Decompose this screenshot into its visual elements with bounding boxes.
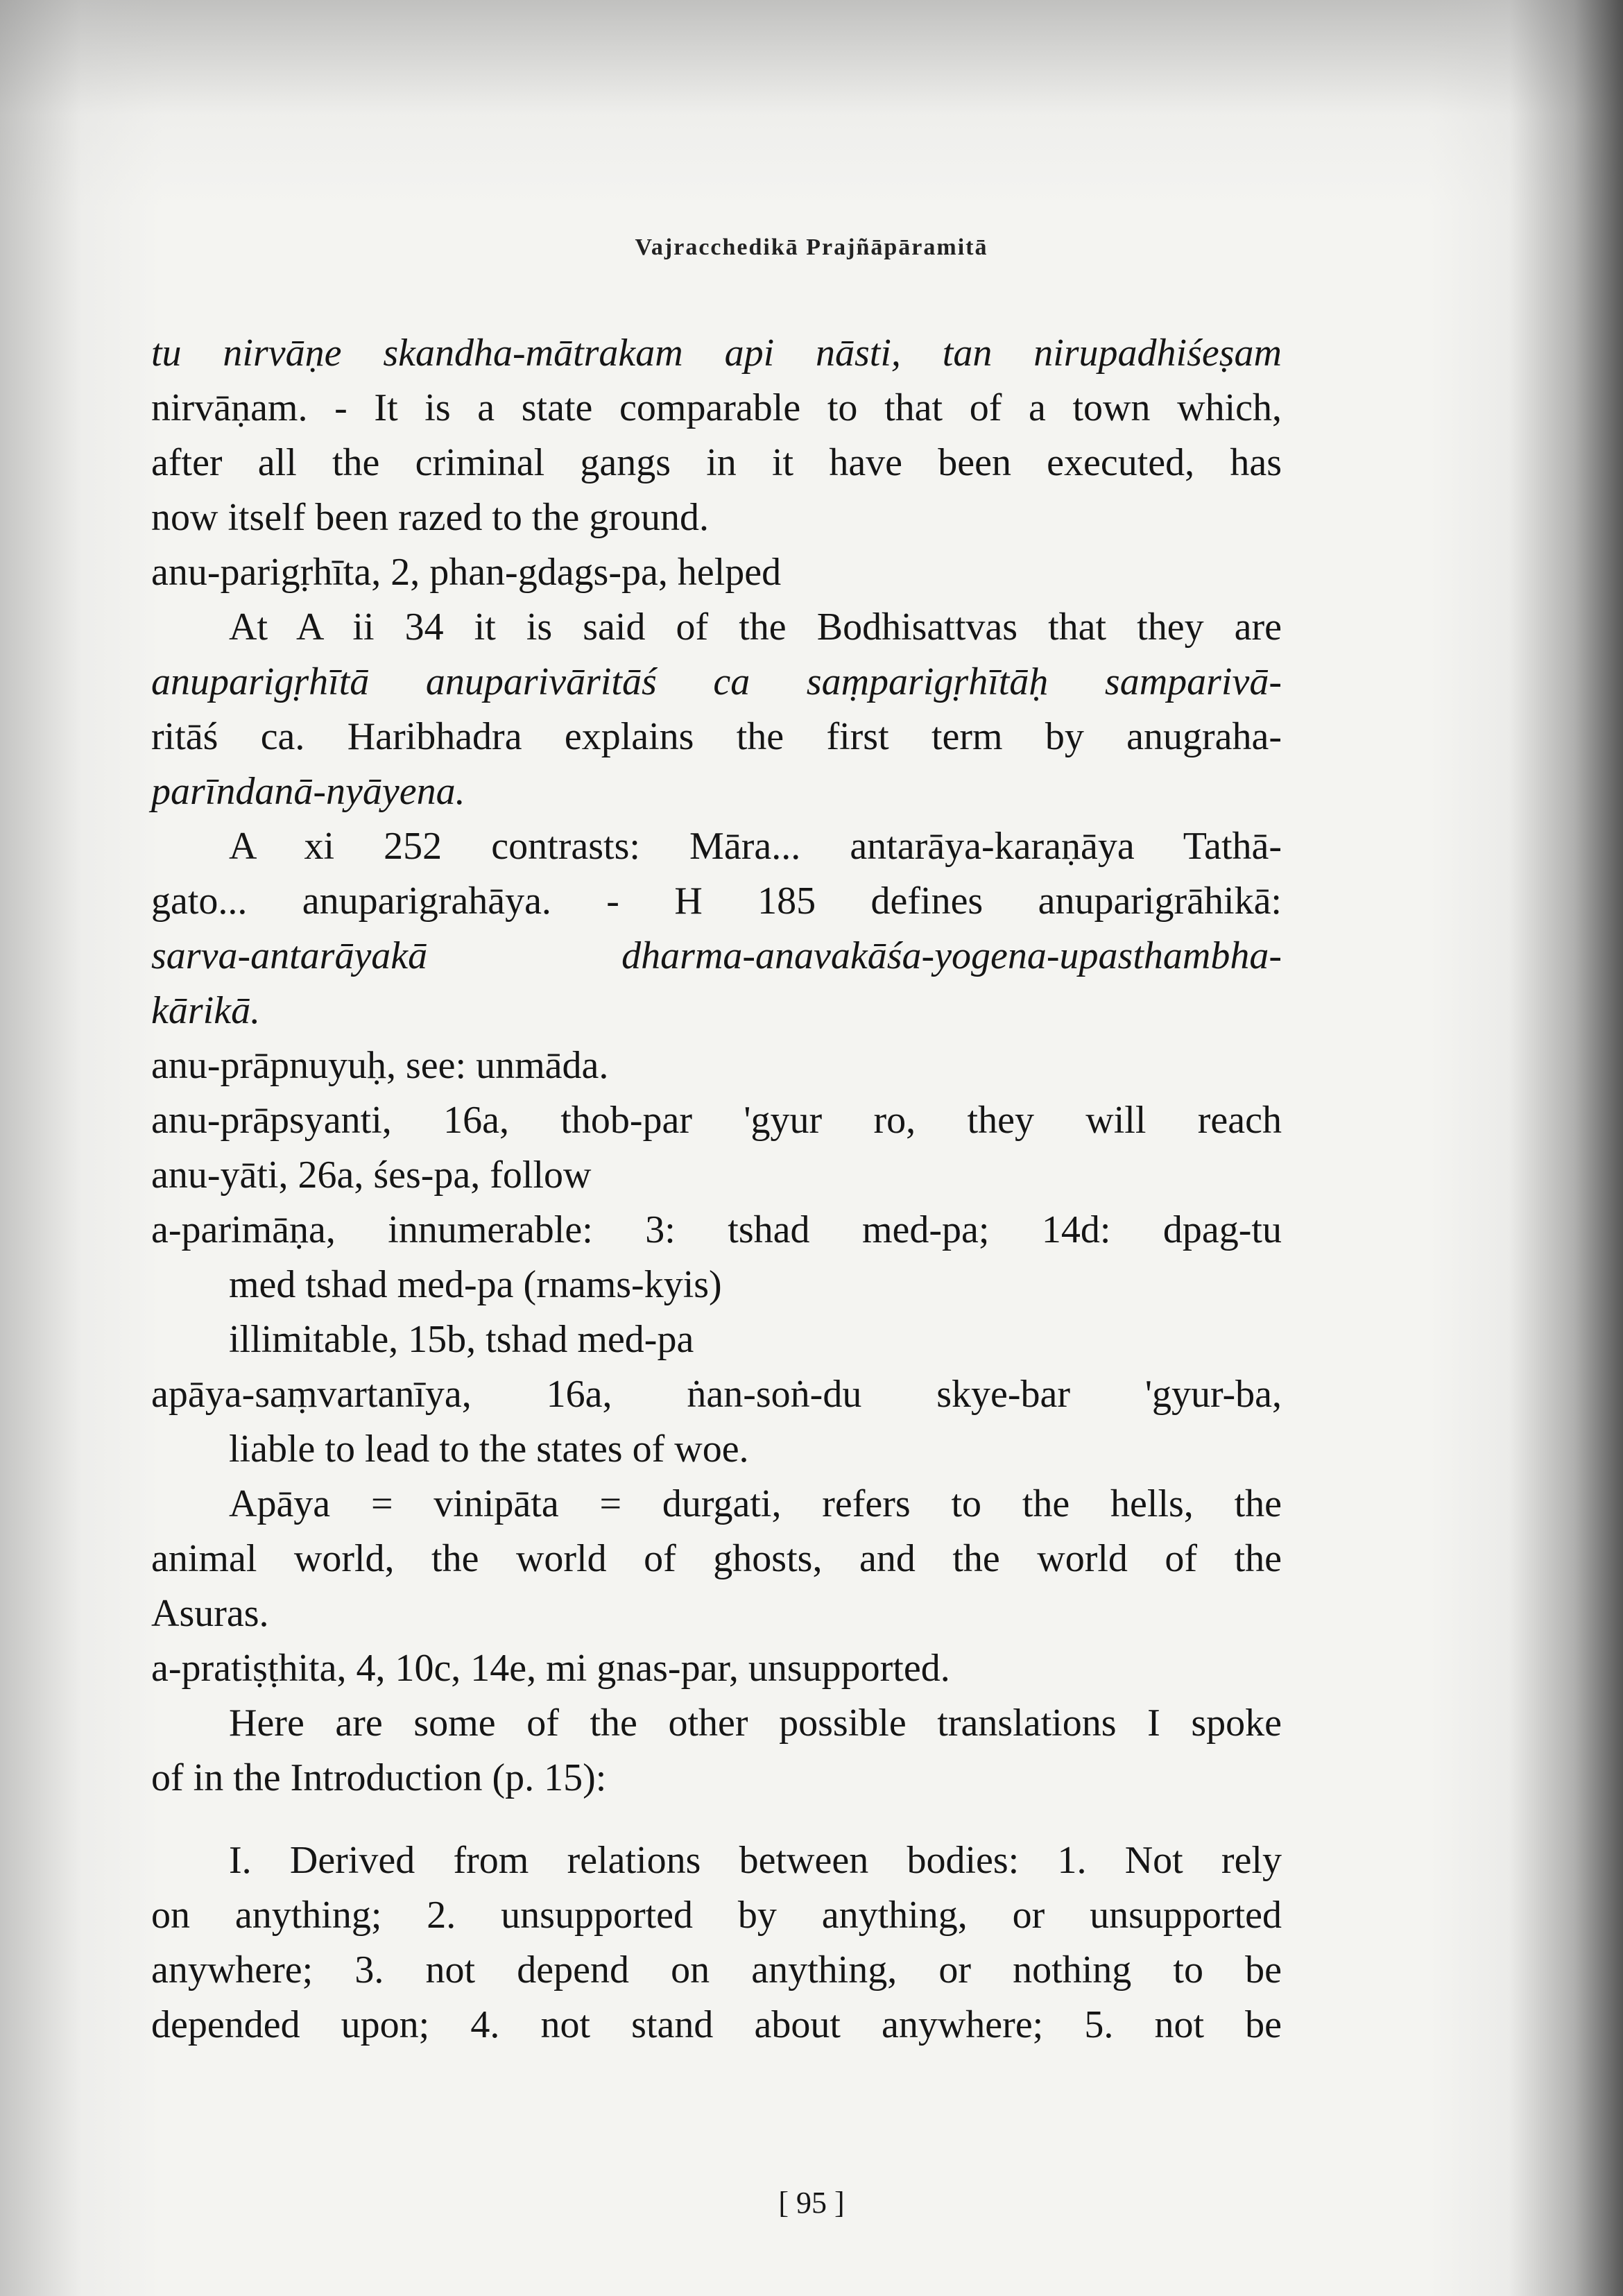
page-number: [ 95 ] (778, 2186, 845, 2220)
text-line: Asuras. (151, 1592, 269, 1635)
entry-headword-line: anu-prāpnuyuḥ, see: unmāda. (151, 1044, 609, 1087)
entry-headword-line: a-pratiṣṭhita, 4, 10c, 14e, mi gnas-par, unsupported. (151, 1647, 950, 1690)
entry-headword-line: anu-parigṛhīta, 2, phan-gdags-pa, helped (151, 551, 782, 594)
text-line: depended upon; 4. not stand about anywhere; 5. not be (151, 2003, 1282, 2046)
text-line: A xi 252 contrasts: Māra... antarāya-karaṇāya Tathā- (229, 825, 1282, 868)
text-line: gato... anuparigrahāya. - H 185 defines anuparigrāhikā: (151, 880, 1282, 923)
text-line: on anything; 2. unsupported by anything, or unsupported (151, 1894, 1282, 1937)
text-line: sarva-antarāyakā dharma-anavakāśa-yogena-upasthambha- (151, 934, 1282, 977)
text-line: ritāś ca. Haribhadra explains the first term by anugraha- (151, 715, 1282, 758)
text-line: med tshad med-pa (rnams-kyis) (229, 1263, 722, 1306)
running-head: Vajracchedikā Prajñāpāramitā (635, 234, 988, 260)
text-line: nirvāṇam. - It is a state comparable to that of a town which, (151, 386, 1282, 429)
text-line: liable to lead to the states of woe. (229, 1428, 749, 1471)
entry-headword-line: anu-yāti, 26a, śes-pa, follow (151, 1154, 592, 1197)
text-line: illimitable, 15b, tshad med-pa (229, 1318, 694, 1361)
entry-headword-line: anu-prāpsyanti, 16a, thob-par 'gyur ro, they will reach (151, 1099, 1282, 1142)
text-line: of in the Introduction (p. 15): (151, 1756, 607, 1799)
text-line: after all the criminal gangs in it have been executed, has (151, 441, 1282, 484)
text-line: Here are some of the other possible translations I spoke (229, 1702, 1282, 1745)
text-line: At A ii 34 it is said of the Bodhisattvas that they are (229, 606, 1282, 649)
text-line: Apāya = vinipāta = durgati, refers to the hells, the (229, 1482, 1282, 1525)
entry-headword-line: apāya-saṃvartanīya, 16a, ṅan-soṅ-du skye-bar 'gyur-ba, (151, 1373, 1282, 1416)
body-text (151, 326, 1282, 2053)
text-line: animal world, the world of ghosts, and the world of the (151, 1537, 1282, 1580)
text-line: tu nirvāṇe skandha-mātrakam api nāsti, tan nirupadhiśeṣam (151, 332, 1282, 375)
text-line: I. Derived from relations between bodies: 1. Not rely (229, 1839, 1282, 1882)
entry-headword-line: a-parimāṇa, innumerable: 3: tshad med-pa; 14d: dpag-tu (151, 1208, 1282, 1251)
text-line: anywhere; 3. not depend on anything, or nothing to be (151, 1948, 1282, 1991)
text-line: anuparigṛhītā anuparivāritāś ca saṃparigṛhītāḥ samparivā- (151, 660, 1282, 703)
text-line: kārikā. (151, 989, 261, 1032)
text-line: parīndanā-nyāyena. (151, 770, 465, 813)
text-line: now itself been razed to the ground. (151, 496, 709, 539)
